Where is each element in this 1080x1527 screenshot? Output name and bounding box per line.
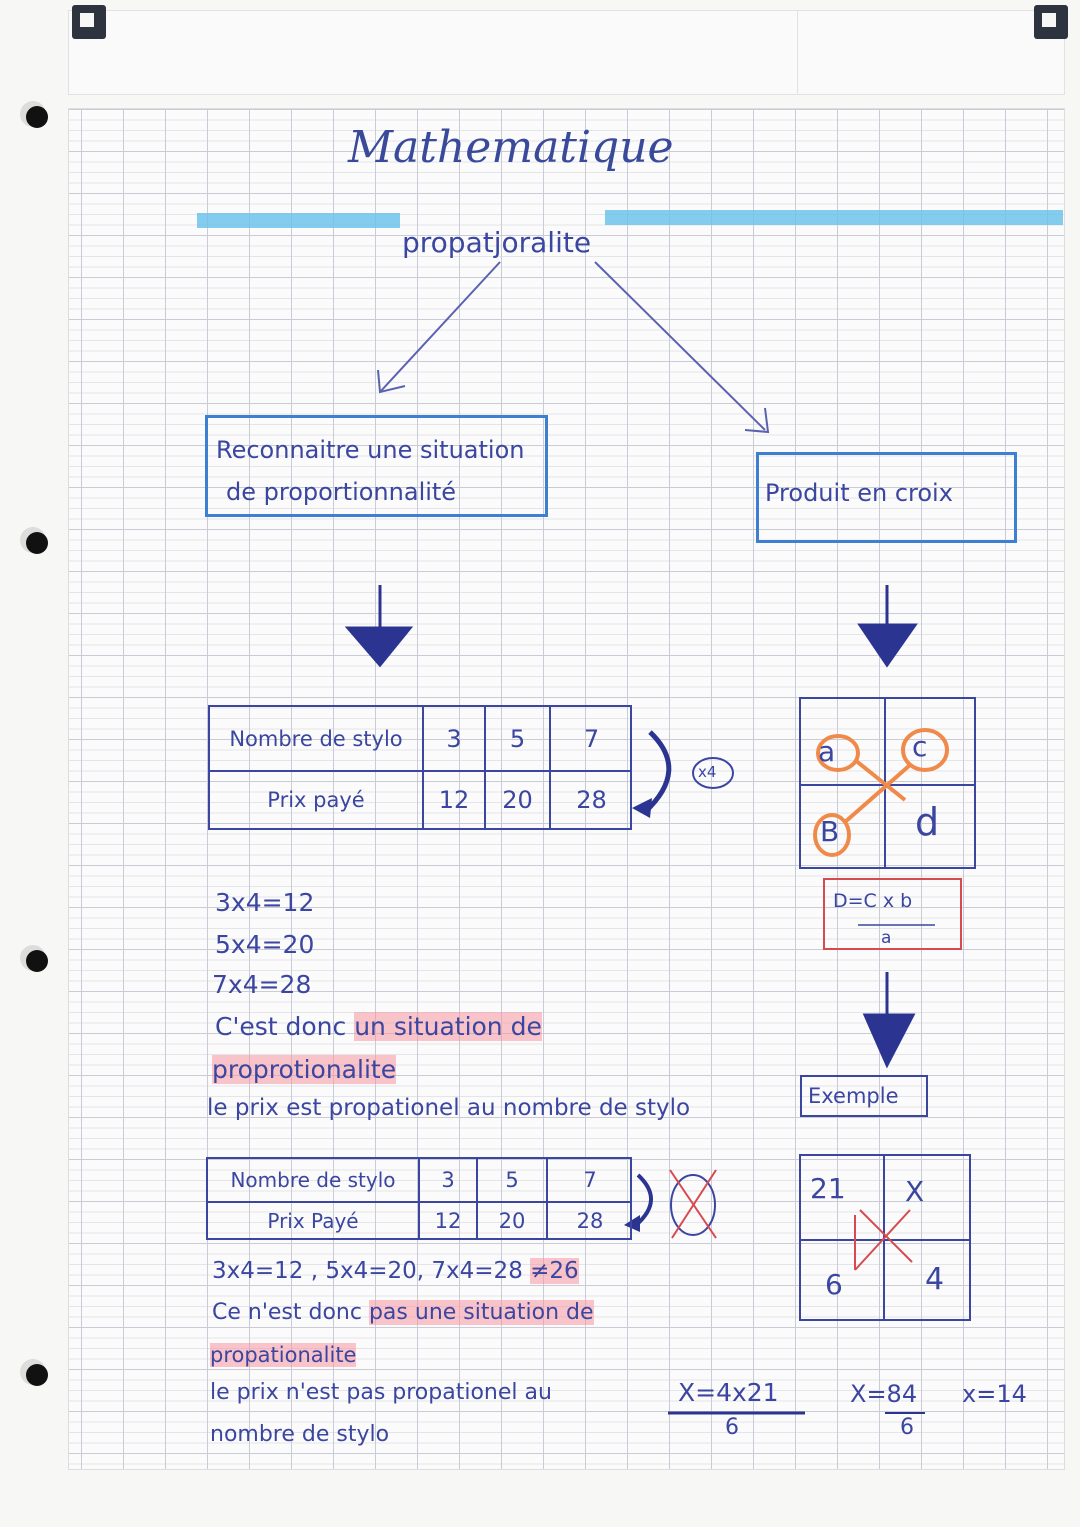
table-cell: Nombre de stylo — [210, 707, 424, 770]
table-cell: 7 — [583, 724, 600, 753]
table-cell: 12 — [420, 1201, 478, 1240]
table-cell: 5 — [478, 1159, 548, 1201]
down-arrow-icon — [865, 1015, 913, 1065]
page-title: Mathematique — [348, 122, 674, 173]
recognize-proportionality-box — [205, 415, 548, 517]
example-label: Exemple — [808, 1084, 899, 1108]
table-cell: 12 — [424, 770, 486, 830]
cross-cell-d: d — [915, 800, 940, 844]
table-cell: 7 — [583, 1168, 597, 1192]
calc-line: 5x4=20 — [215, 930, 315, 959]
table-cell: Prix payé — [210, 770, 424, 830]
example-cell-bl: 6 — [825, 1268, 843, 1301]
solution-step1-numerator: X=4x21 — [678, 1378, 779, 1407]
table-cell: Prix Payé — [208, 1201, 420, 1240]
cross-cell-b: B — [820, 815, 840, 848]
conclusion-line: nombre de stylo — [210, 1422, 390, 1447]
table-cell: 20 — [478, 1201, 548, 1240]
conclusion-line: proprotionalite — [212, 1055, 397, 1084]
cross-product-box — [756, 452, 1017, 543]
branch-line-right — [595, 262, 765, 430]
down-arrow-icon — [860, 625, 915, 665]
multiplier-label: x4 — [698, 763, 717, 781]
table-cell: 28 — [576, 1208, 604, 1233]
table-cell: 28 — [576, 786, 607, 814]
crossed-out-icon — [670, 1170, 716, 1238]
formula-denominator: a — [881, 928, 892, 948]
calc-line-2: 3x4=12 , 5x4=20, 7x4=28 ≠26 — [212, 1258, 579, 1284]
example-cell-tr: X — [905, 1175, 925, 1208]
conclusion-line: Ce n'est donc pas une situation de — [212, 1300, 594, 1325]
subtitle: propatjoralite — [402, 226, 592, 259]
table-cell: 5 — [486, 707, 551, 770]
formula-numerator: D=C x b — [833, 890, 913, 912]
conclusion-line: le prix est propationel au nombre de stylo — [207, 1095, 691, 1121]
table-2 — [206, 1157, 632, 1240]
cross-cell-a: a — [818, 735, 836, 768]
example-box — [800, 1075, 928, 1117]
conclusion-line: le prix n'est pas propationel au — [210, 1380, 552, 1405]
conclusion-line: C'est donc un situation de — [215, 1012, 542, 1041]
table-cell: 3 — [420, 1159, 478, 1201]
example-cell-br: 4 — [925, 1262, 945, 1297]
table-cell: Nombre de stylo — [208, 1159, 420, 1201]
formula-box — [823, 878, 962, 950]
table-cell: 20 — [486, 770, 551, 830]
box-text: Reconnaitre une situation — [216, 436, 525, 464]
branch-line-left — [380, 262, 500, 392]
cross-cell-c: c — [912, 730, 928, 763]
calc-line: 3x4=12 — [215, 888, 315, 917]
calc-line: 7x4=28 — [212, 970, 312, 999]
conclusion-line: propationalite — [210, 1343, 357, 1367]
solution-step2-numerator: X=84 — [850, 1380, 918, 1408]
solution-step2-denominator: 6 — [900, 1415, 914, 1440]
table-1 — [208, 705, 632, 830]
box-text: de proportionnalité — [226, 478, 457, 506]
box-text: Produit en croix — [765, 479, 953, 507]
solution-step1-denominator: 6 — [725, 1415, 739, 1440]
table-cell: 3 — [424, 707, 486, 770]
solution-result: x=14 — [962, 1380, 1027, 1408]
example-cell-tl: 21 — [810, 1172, 846, 1205]
down-arrow-icon — [348, 628, 410, 665]
